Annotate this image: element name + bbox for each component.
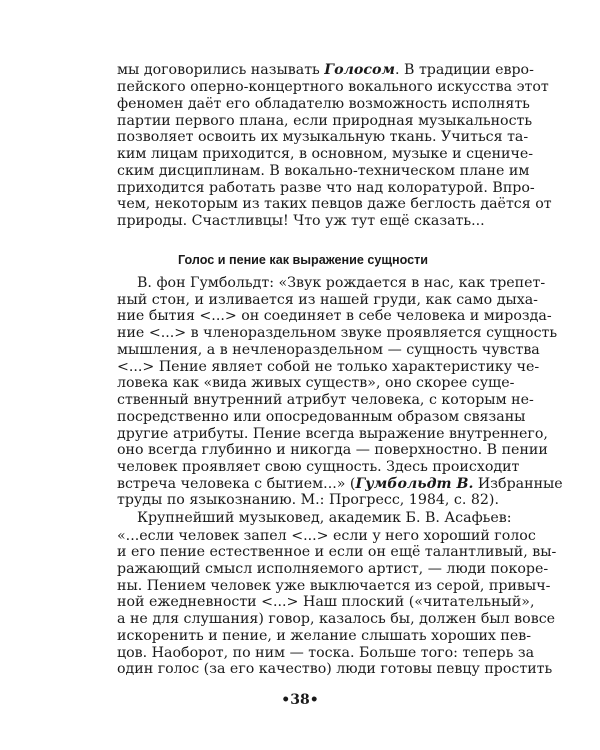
text-line: природы. Счастливцы! Что уж тут ещё сказать... <box>117 213 485 230</box>
text-line: позволяет освоить их музыкальную ткань. Учиться та- <box>117 129 529 146</box>
text-line: труды по языкознанию. М.: Прогресс, 1984, с. 82). <box>117 492 499 509</box>
text-line: ловека как «вида живых существ», оно скорее суще- <box>117 375 515 392</box>
text-line: приходится работать разве что над колоратурой. Впро- <box>117 179 535 196</box>
text-line: ный стон, и изливается из нашей груди, как само дыха- <box>117 291 538 308</box>
text-line: чем, некоторым из таких певцов даже беглость даётся от <box>117 196 552 213</box>
text-line: цов. Наоборот, по ним — тоска. Больше того: теперь за <box>117 644 535 661</box>
text-line: <...> Пение являет собой не только характеристику че- <box>117 358 540 375</box>
text-line: пейского оперно-концертного вокального искусства этот <box>117 79 549 96</box>
emphasis-golos: Голосом <box>324 62 395 78</box>
text-line: мы договорились называть Голосом. В традиции евро- <box>117 62 534 78</box>
text-line: посредственно или опосредованным образом связаны <box>117 408 526 425</box>
text-line: мышления, а в нечленораздельном — сущность чувства <box>117 341 540 358</box>
text-line: партии первого плана, если природная музыкальность <box>117 112 533 129</box>
text-line: встреча человека с бытием...» (Гумбольдт В. Избранные <box>117 475 563 492</box>
text-line: один голос (за его качество) люди готовы певцу простить <box>117 661 553 678</box>
text-line: ной ежедневности <...> Наш плоский («читательный», <box>117 594 535 611</box>
text-line: феномен даёт его обладателю возможность исполнять <box>117 95 530 112</box>
page-number: •38• <box>281 692 319 708</box>
text-line: ны. Пением человек уже выключается из серой, привыч- <box>117 577 551 594</box>
text-line: В. фон Гумбольдт: «Звук рождается в нас, как трепет- <box>137 274 546 291</box>
section-heading: Голос и пение как выражение сущности <box>177 253 429 268</box>
text-line: и его пение естественное и если он ещё талантливый, вы- <box>117 544 557 561</box>
text-line: ние <...> в членораздельном звуке проявляется сущность <box>117 325 558 342</box>
text-line: ственный внутренний атрибут человека, с которым не- <box>117 392 534 409</box>
text-line: ским дисциплинам. В вокально-техническом плане им <box>117 162 530 179</box>
citation-author: Гумбольдт В. <box>355 475 474 492</box>
text-line: искоренить и пение, и желание слышать хороших пев- <box>117 627 532 644</box>
text-line: а не для слушания) говор, казалось бы, должен был вовсе <box>117 611 556 628</box>
text-line: человек проявляет свою сущность. Здесь происходит <box>117 459 520 476</box>
text-line: «...если человек запел <...> если у него хороший голос <box>117 527 536 544</box>
text-line: ким лицам приходится, в основном, музыке и сцениче- <box>117 146 534 163</box>
text-line: Крупнейший музыковед, академик Б. В. Асафьев: <box>137 510 512 527</box>
text-line: другие атрибуты. Пение всегда выражение внутреннего, <box>117 425 548 442</box>
text-line: оно всегда глубинно и никогда — поверхностно. В пении <box>117 442 548 459</box>
text-line: ражающий смысл исполняемого артист, — люди покоре- <box>117 560 549 577</box>
text-line: ние бытия <...> он соединяет в себе человека и мирозда- <box>117 308 552 325</box>
